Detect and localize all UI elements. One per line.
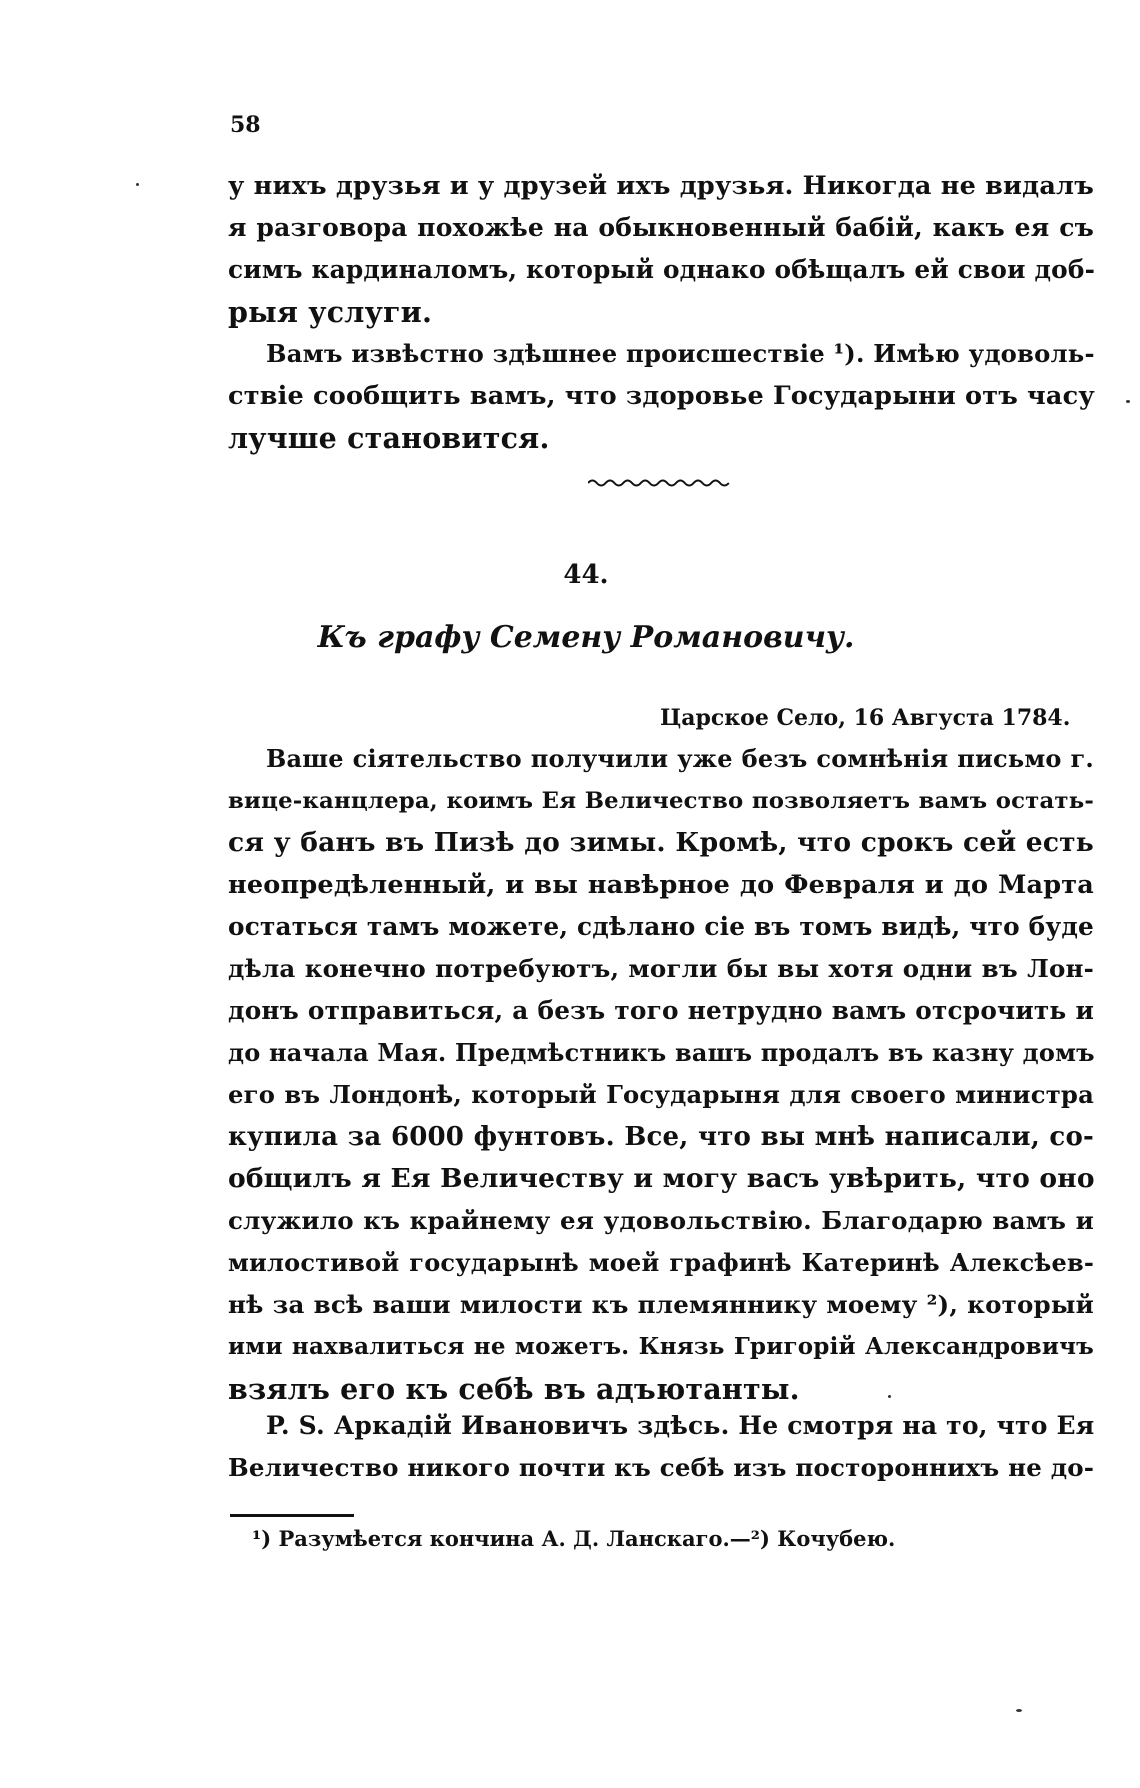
scan-speck	[1016, 1709, 1022, 1712]
text-line: остаться тамъ можете, сдѣлано сіе въ томъ видѣ, что буде	[228, 912, 1094, 941]
main-text-block	[228, 738, 1094, 1410]
text-line: донъ отправиться, а безъ того нетрудно вамъ отсрочить и	[228, 996, 1094, 1025]
text-line: вице-канцлера, коимъ Ея Величество позволяетъ вамъ остать-	[228, 788, 1094, 814]
text-line: у нихъ друзья и у друзей ихъ друзья. Никогда не видалъ	[228, 171, 1094, 201]
text-line: ствіе сообщить вамъ, что здоровье Государыни отъ часу	[228, 381, 1095, 411]
wavy-separator	[588, 476, 730, 490]
text-line: купила за 6000 фунтовъ. Все, что вы мнѣ написали, со-	[228, 1122, 1094, 1152]
scan-speck	[136, 183, 139, 186]
text-line: симъ кардиналомъ, который однако обѣщалъ ей свои доб-	[228, 255, 1096, 284]
text-line: Величество никого почти къ себѣ изъ постороннихъ не до-	[228, 1453, 1095, 1482]
letter-number: 44.	[563, 560, 609, 590]
text-line: рыя услуги.	[228, 295, 433, 329]
postscript-block	[228, 1405, 1094, 1489]
text-line: милостивой государынѣ моей графинѣ Катеринѣ Алексѣев-	[228, 1248, 1094, 1277]
scan-speck	[888, 1395, 891, 1398]
page-number: 58	[230, 112, 261, 138]
text-line: дѣла конечно потребуютъ, могли бы вы хотя одни въ Лон-	[228, 954, 1094, 983]
letter-dateline: Царское Село, 16 Августа 1784.	[660, 705, 1071, 731]
text-line: ся у банъ въ Пизѣ до зимы. Кромѣ, что срокъ сей есть	[228, 827, 1094, 858]
text-line: Ваше сіятельство получили уже безъ сомнѣнія письмо г.	[266, 744, 1094, 773]
footnote: ¹) Разумѣется кончина А. Д. Ланскаго.—²) Кочубею.	[252, 1526, 896, 1551]
text-line: ими нахвалиться не можетъ. Князь Григорій Александровичъ	[228, 1333, 1094, 1360]
text-line: нѣ за всѣ ваши милости къ племяннику моему ²), который	[228, 1290, 1094, 1319]
text-line: неопредѣленный, и вы навѣрное до Февраля и до Марта	[228, 870, 1094, 900]
text-line: я разговора похожѣе на обыкновенный бабій, какъ ея съ	[228, 213, 1094, 242]
footnote-rule	[230, 1514, 354, 1517]
text-line: P. S. Аркадій Ивановичъ здѣсь. Не смотря на то, что Ея	[266, 1411, 1095, 1440]
text-line: служило къ крайнему ея удовольствію. Благодарю вамъ и	[228, 1206, 1094, 1235]
scan-speck	[1126, 400, 1130, 403]
text-line: до начала Мая. Предмѣстникъ вашъ продалъ въ казну домъ	[228, 1038, 1095, 1067]
text-line: его въ Лондонѣ, который Государыня для своего министра	[228, 1080, 1094, 1109]
letter-addressee: Къ графу Семену Романовичу.	[317, 620, 855, 655]
top-text-block	[228, 165, 1094, 459]
text-line: общилъ я Ея Величеству и могу васъ увѣрить, что оно	[228, 1163, 1095, 1194]
text-line: лучше становится.	[228, 421, 550, 455]
text-line: Вамъ извѣстно здѣшнее происшествіе ¹). Имѣю удоволь-	[266, 339, 1095, 368]
text-line: взялъ его къ себѣ въ адъютанты.	[228, 1372, 800, 1406]
